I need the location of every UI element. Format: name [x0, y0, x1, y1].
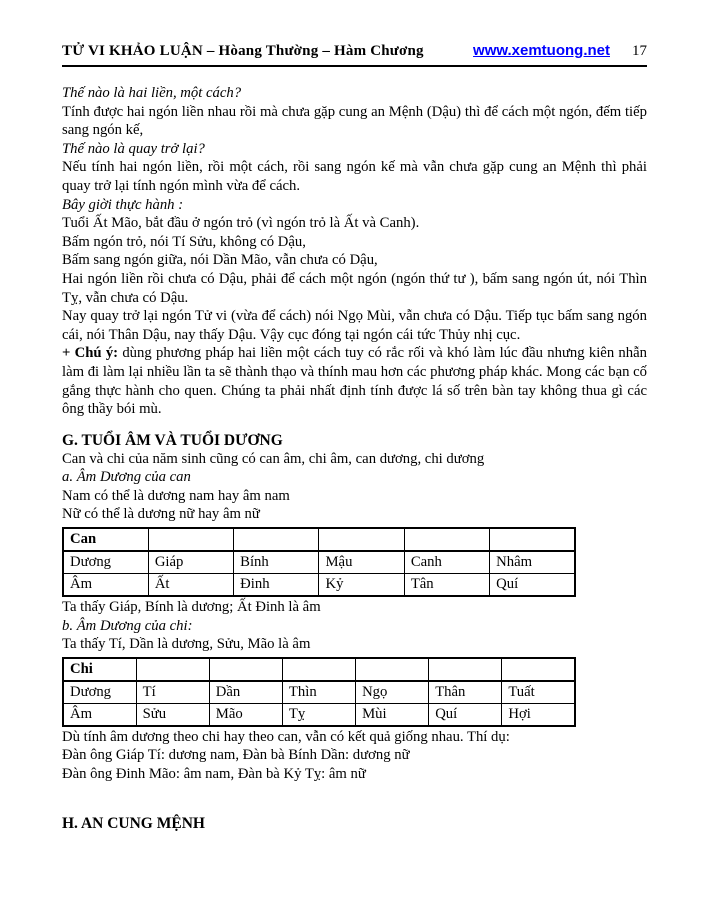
chi-duong-row [63, 681, 575, 704]
table-cell [209, 658, 282, 681]
can-table-header-row [63, 528, 575, 551]
example-line: Đàn ông Giáp Tí: dương nam, Đàn bà Bính Dần: dương nữ [62, 747, 410, 764]
table-cell: Ất [148, 574, 233, 597]
website-link[interactable]: www.xemtuong.net [473, 42, 610, 59]
table-cell [136, 658, 209, 681]
section-g-intro: Can và chi của năm sinh cũng có can âm, chi âm, can dương, chi dương [62, 450, 485, 467]
table-cell [429, 658, 502, 681]
example-line: Đàn ông Đinh Mão: âm nam, Đàn bà Kỷ Tỵ: âm nữ [62, 766, 366, 783]
can-am-row [63, 574, 575, 597]
header-right [473, 42, 647, 60]
document-content [62, 84, 647, 833]
table-cell: Tí [136, 681, 209, 704]
sub-b-intro: Ta thấy Tí, Dần là dương, Sửu, Mão là âm [62, 636, 311, 653]
table-cell: Thân [429, 681, 502, 704]
table-cell [356, 658, 429, 681]
sub-a-line: Nam có thể là dương nam hay âm nam [62, 487, 290, 504]
practice-step: Nay quay trở lại ngón Tử vi (vừa để cách) nói Ngọ Mùi, vẫn chưa có Dậu. Tiếp tục bấm sang ngón cái, nói Thân Dậu, nay thấy Dậu. Vậy cục đóng tại ngón cái tức Thủy nhị cục. [62, 308, 647, 343]
can-table-title-cell: Can [63, 528, 148, 551]
table-cell: Đinh [234, 574, 319, 597]
question-line: Thế nào là hai liền, một cách? [62, 85, 242, 101]
note-prefix: + Chú ý: [62, 345, 119, 362]
document-title: TỬ VI KHẢO LUẬN – Hòang Thường – Hàm Chương [62, 43, 424, 59]
question-line: Thế nào là quay trở lại? [62, 140, 205, 157]
table-cell [282, 658, 355, 681]
practice-step: Bấm sang ngón giữa, nói Dần Mão, vẫn chưa có Dậu, [62, 252, 378, 269]
table-cell: Âm [63, 574, 148, 597]
table-cell: Bính [234, 551, 319, 574]
table-cell: Tỵ [282, 703, 355, 726]
answer-paragraph: Nếu tính hai ngón liền, rồi một cách, rồi sang ngón kế mà vẫn chưa gặp cung an Mệnh thì phải quay trở lại tính ngón mình vừa để cách. [62, 159, 647, 194]
table-cell [234, 528, 319, 551]
table-cell: Thìn [282, 681, 355, 704]
sub-a-heading: a. Âm Dương của can [62, 469, 191, 486]
practice-step: Tuổi Ất Mão, bắt đầu ở ngón trỏ (vì ngón trỏ là Ất và Canh). [62, 215, 420, 232]
section-g-heading: G. TUỔI ÂM VÀ TUỔI DƯƠNG [62, 431, 283, 449]
table-cell: Dần [209, 681, 282, 704]
table-cell [148, 528, 233, 551]
table-cell [319, 528, 404, 551]
note-text: dùng phương pháp hai liền một cách tuy có rắc rối và khó làm lúc đầu nhưng kiên nhẫn làm đi làm lại nhiều lần ta sẽ thành thạo và thính mau hơn các phương pháp khác. Mong các bạn cố gắng thực hành cho quen. Chúng ta phải nhất định tính được lá số trên bàn tay không thua gì các ông thầy bói mù. [62, 345, 647, 418]
note-paragraph [62, 344, 647, 418]
table-cell: Tuất [502, 681, 575, 704]
answer-paragraph: Tính được hai ngón liền nhau rồi mà chưa gặp cung an Mệnh (Dậu) thì để cách một ngón, đếm tiếp sang ngón kế, [62, 103, 647, 139]
table-cell [490, 528, 575, 551]
chi-table-title-cell: Chi [63, 658, 136, 681]
page-header [62, 42, 647, 67]
chi-table-header-row [63, 658, 575, 681]
page-number: 17 [632, 43, 647, 59]
table-cell: Âm [63, 703, 136, 726]
practice-step: Hai ngón liền rồi chưa có Dậu, phải để cách một ngón (ngón thứ tư ), bấm sang ngón út, nói Thìn Tỵ, vẫn chưa có Dậu. [62, 270, 647, 306]
table-cell: Sửu [136, 703, 209, 726]
table-cell: Hợi [502, 703, 575, 726]
can-table [62, 527, 576, 597]
table-cell: Nhâm [490, 551, 575, 574]
practice-heading: Bây giời thực hành : [62, 196, 184, 213]
table-cell: Dương [63, 681, 136, 704]
table-cell: Dương [63, 551, 148, 574]
table-cell [502, 658, 575, 681]
section-h-heading: H. AN CUNG MỆNH [62, 814, 205, 832]
sub-a-line: Nữ có thể là dương nữ hay âm nữ [62, 506, 260, 523]
chi-table [62, 657, 576, 727]
sub-b-heading: b. Âm Dương của chi: [62, 617, 193, 634]
practice-step: Bấm ngón trỏ, nói Tí Sửu, không có Dậu, [62, 233, 306, 250]
table-cell: Tân [404, 574, 489, 597]
table-cell: Ngọ [356, 681, 429, 704]
table-cell: Kỷ [319, 574, 404, 597]
chi-am-row [63, 703, 575, 726]
can-duong-row [63, 551, 575, 574]
table-cell [404, 528, 489, 551]
table-cell: Mùi [356, 703, 429, 726]
table-cell: Mậu [319, 551, 404, 574]
table-cell: Canh [404, 551, 489, 574]
chi-table-conclusion: Dù tính âm dương theo chi hay theo can, vẫn có kết quả giống nhau. Thí dụ: [62, 728, 510, 745]
table-cell: Giáp [148, 551, 233, 574]
can-table-note: Ta thấy Giáp, Bính là dương; Ất Đinh là âm [62, 599, 321, 616]
table-cell: Quí [490, 574, 575, 597]
table-cell: Mão [209, 703, 282, 726]
table-cell: Quí [429, 703, 502, 726]
